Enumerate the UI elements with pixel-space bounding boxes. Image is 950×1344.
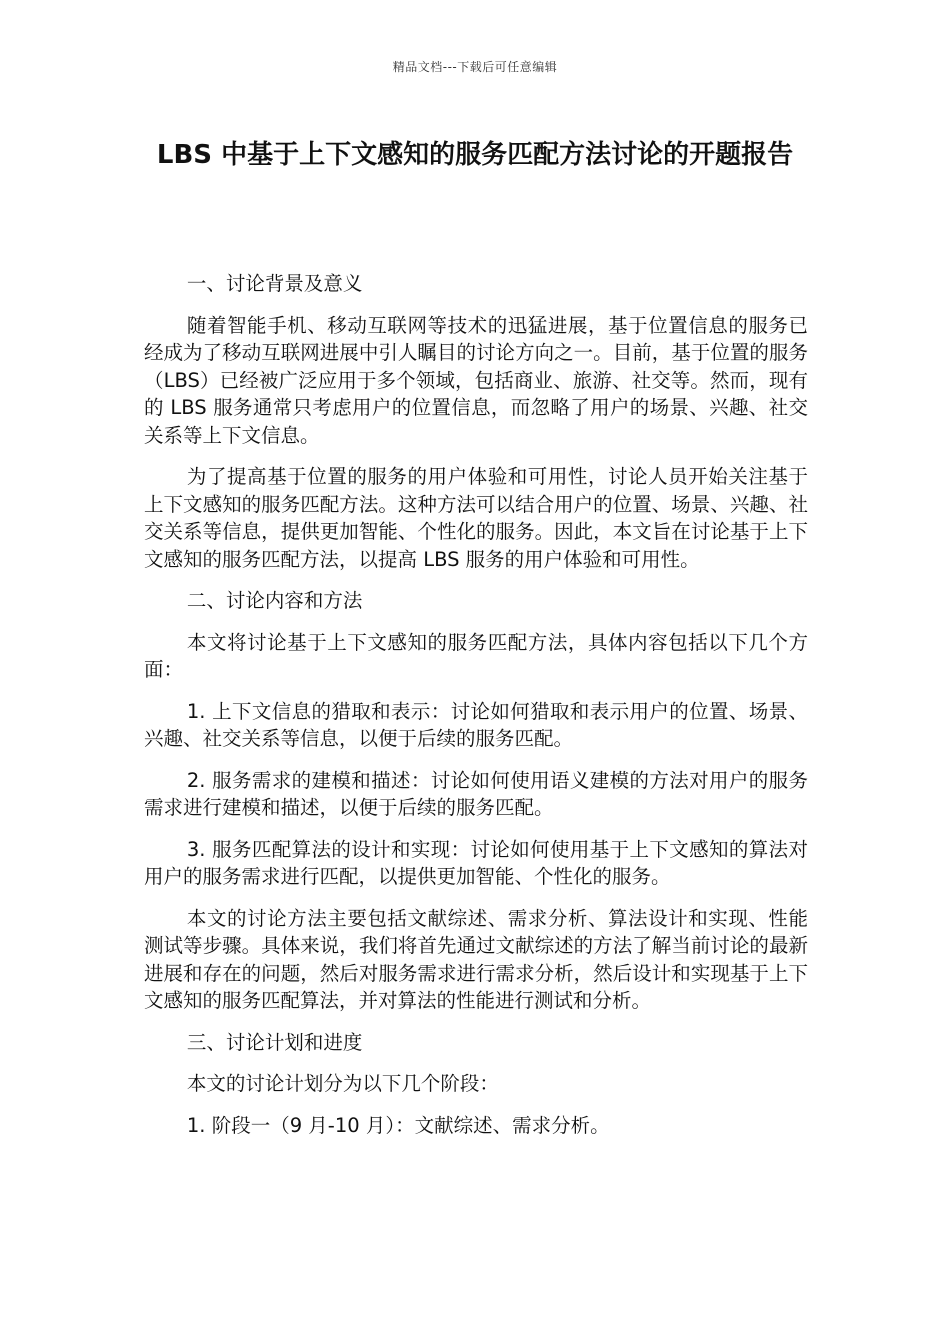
paragraph: 为了提高基于位置的服务的用户体验和可用性，讨论人员开始关注基于上下文感知的服务匹配方法。这种方法可以结合用户的位置、场景、兴趣、社交关系等信息，提供更加智能、个性化的服务。因此，本文旨在讨论基于上下文感知的服务匹配方法，以提高 LBS 服务的用户体验和可用性。 (144, 465, 808, 571)
document-title: LBS 中基于上下文感知的服务匹配方法讨论的开题报告 (156, 140, 794, 170)
list-item: 1. 阶段一（9 月-10 月）：文献综述、需求分析。 (186, 1113, 610, 1137)
paragraph: 随着智能手机、移动互联网等技术的迅猛进展，基于位置信息的服务已经成为了移动互联网进展中引人瞩目的讨论方向之一。目前，基于位置的服务（LBS）已经被广泛应用于多个领域，包括商业、旅游、社交等。然而，现有的 LBS 服务通常只考虑用户的位置信息，而忽略了用户的场景、兴趣、社交关系等上下文信息。 (144, 313, 808, 447)
list-item: 2. 服务需求的建模和描述：讨论如何使用语义建模的方法对用户的服务需求进行建模和描述，以便于后续的服务匹配。 (144, 768, 808, 819)
paragraph: 本文的讨论计划分为以下几个阶段： (186, 1072, 499, 1095)
paragraph: 本文将讨论基于上下文感知的服务匹配方法，具体内容包括以下几个方面： (144, 630, 808, 681)
section-heading-background: 一、讨论背景及意义 (186, 272, 363, 295)
list-item: 1. 上下文信息的猎取和表示：讨论如何猎取和表示用户的位置、场景、兴趣、社交关系等信息，以便于后续的服务匹配。 (144, 699, 808, 750)
section-heading-plan: 三、讨论计划和进度 (186, 1030, 363, 1054)
section-heading-content-methods: 二、讨论内容和方法 (186, 589, 363, 612)
document-body (144, 270, 808, 1153)
list-item: 3. 服务匹配算法的设计和实现：讨论如何使用基于上下文感知的算法对用户的服务需求进行匹配，以提供更加智能、个性化的服务。 (144, 837, 808, 888)
paragraph: 本文的讨论方法主要包括文献综述、需求分析、算法设计和实现、性能测试等步骤。具体来说，我们将首先通过文献综述的方法了解当前讨论的最新进展和存在的问题，然后对服务需求进行需求分析，然后设计和实现基于上下文感知的服务匹配算法，并对算法的性能进行测试和分析。 (144, 906, 808, 1012)
header-note: 精品文档---下载后可任意编辑 (392, 60, 558, 74)
